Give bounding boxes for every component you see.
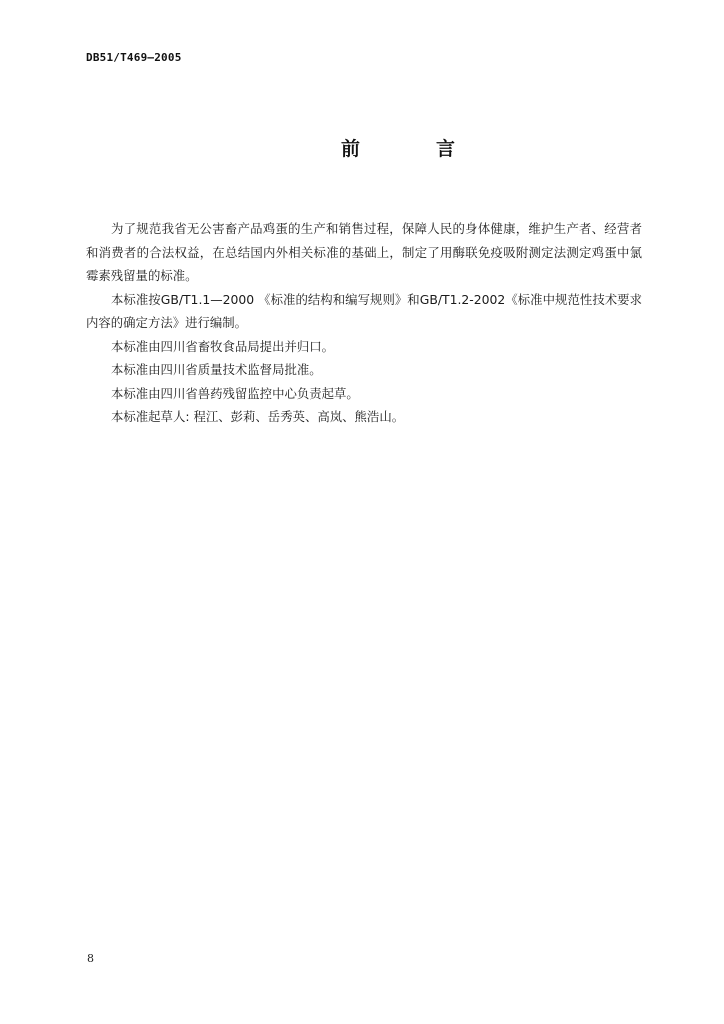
paragraph-drafting-unit: 本标准由四川省兽药残留监控中心负责起草。: [111, 385, 359, 401]
paragraph-proposer: 本标准由四川省畜牧食品局提出并归口。: [111, 338, 335, 354]
page-title: [0, 134, 724, 161]
foreword-body: [86, 217, 642, 429]
document-code: DB51/T469—2005: [86, 51, 182, 64]
paragraph-approver: 本标准由四川省质量技术监督局批准。: [111, 362, 322, 377]
title-char-2: 言: [436, 138, 456, 160]
page-number: 8: [87, 952, 94, 965]
paragraph-purpose: 为了规范我省无公害畜产品鸡蛋的生产和销售过程，保障人民的身体健康，维护生产者、经营者和消费者的合法权益，在总结国内外相关标准的基础上，制定了用酶联免疫吸附测定法测定鸡蛋中氯霉素残留量的标准。: [86, 221, 642, 283]
paragraph-drafting-rules: 本标准按GB/T1.1—2000 《标准的结构和编写规则》和GB/T1.2-2002《标准中规范性技术要求内容的确定方法》进行编制。: [86, 291, 642, 330]
title-char-1: 前: [340, 138, 360, 160]
paragraph-drafters: 本标准起草人: 程江、彭莉、岳秀英、高岚、熊浩山。: [111, 409, 405, 424]
